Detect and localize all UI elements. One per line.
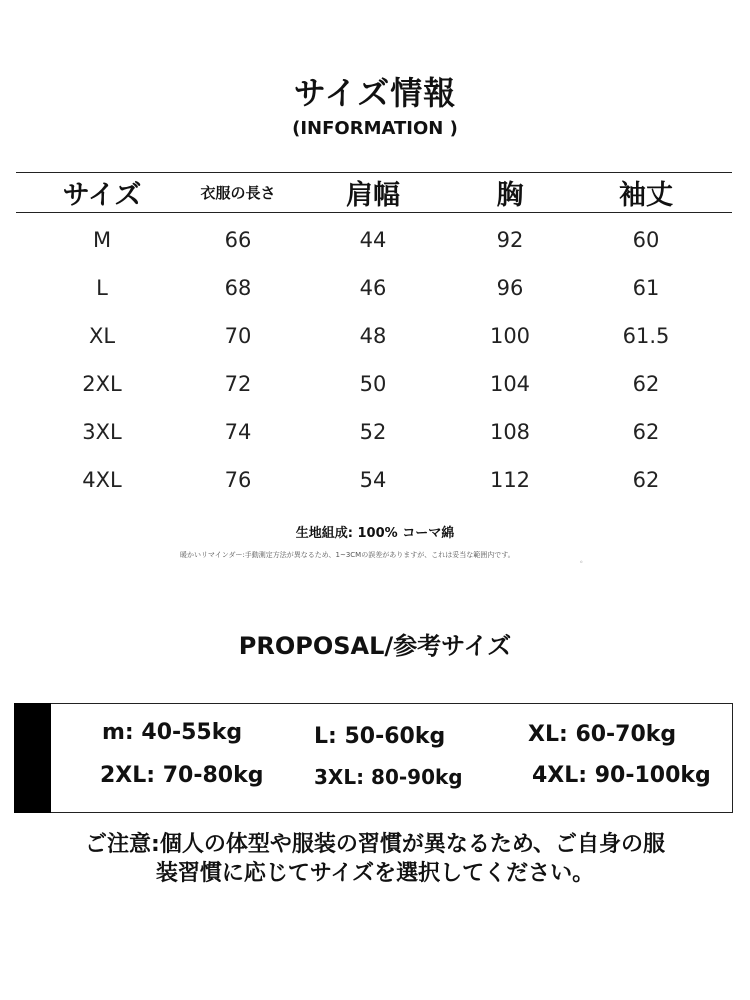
fit-notice [20, 830, 730, 888]
table-cell-length: 72 [224, 372, 252, 396]
table-cell-chest: 104 [489, 372, 531, 396]
table-cell-length: 76 [224, 468, 252, 492]
table-cell-size: M [92, 228, 112, 252]
table-cell-size: 2XL [82, 372, 122, 396]
table-cell-shoulder: 50 [359, 372, 387, 396]
table-cell-length: 68 [224, 276, 252, 300]
table-cell-sleeve: 61.5 [622, 324, 670, 348]
table-cell-sleeve: 62 [632, 468, 660, 492]
table-cell-chest: 96 [496, 276, 524, 300]
header-chest: 胸 [496, 179, 524, 211]
weight-xl: XL: 60-70kg [528, 722, 677, 747]
weight-guide-bar [14, 703, 51, 813]
proposal-title: PROPOSAL/参考サイズ [238, 632, 512, 660]
table-cell-shoulder: 52 [359, 420, 387, 444]
table-cell-length: 74 [224, 420, 252, 444]
fit-notice-line-1: ご注意:個人の体型や服装の習慣が異なるため、ご自身の服 [85, 832, 665, 857]
weight-m: m: 40-55kg [102, 720, 243, 745]
fit-notice-line-2: 装習慣に応じてサイズを選択してください。 [155, 861, 595, 886]
header-length: 衣服の長さ [200, 183, 276, 202]
table-cell-size: L [96, 276, 108, 300]
table-header-rule [16, 212, 732, 213]
table-cell-size: 3XL [82, 420, 122, 444]
table-cell-shoulder: 44 [359, 228, 387, 252]
table-cell-size: 4XL [82, 468, 122, 492]
table-cell-length: 70 [224, 324, 252, 348]
weight-l: L: 50-60kg [314, 724, 446, 749]
table-cell-sleeve: 60 [632, 228, 660, 252]
table-cell-sleeve: 61 [632, 276, 660, 300]
table-cell-chest: 112 [489, 468, 531, 492]
measurement-reminder: 暖かいリマインダー:手動測定方法が異なるため、1~3CMの誤差がありますが、これは妥当な範囲内です。 [180, 551, 515, 559]
table-cell-shoulder: 46 [359, 276, 387, 300]
table-cell-chest: 92 [496, 228, 524, 252]
table-cell-size: XL [88, 324, 116, 348]
table-cell-shoulder: 48 [359, 324, 387, 348]
table-cell-length: 66 [224, 228, 252, 252]
weight-2xl: 2XL: 70-80kg [100, 763, 264, 788]
table-cell-sleeve: 62 [632, 372, 660, 396]
page-subtitle: (INFORMATION ) [292, 118, 458, 139]
weight-4xl: 4XL: 90-100kg [532, 763, 711, 788]
fabric-composition: 生地組成: 100% コーマ綿 [295, 526, 455, 541]
page-title: サイズ情報 [293, 74, 457, 112]
weight-3xl: 3XL: 80-90kg [314, 765, 463, 789]
reminder-mark: 。 [580, 556, 587, 564]
table-cell-sleeve: 62 [632, 420, 660, 444]
table-cell-shoulder: 54 [359, 468, 387, 492]
header-shoulder: 肩幅 [346, 179, 400, 211]
table-cell-chest: 100 [489, 324, 531, 348]
header-size: サイズ [62, 179, 142, 211]
table-cell-chest: 108 [489, 420, 531, 444]
header-sleeve: 袖丈 [619, 179, 673, 211]
